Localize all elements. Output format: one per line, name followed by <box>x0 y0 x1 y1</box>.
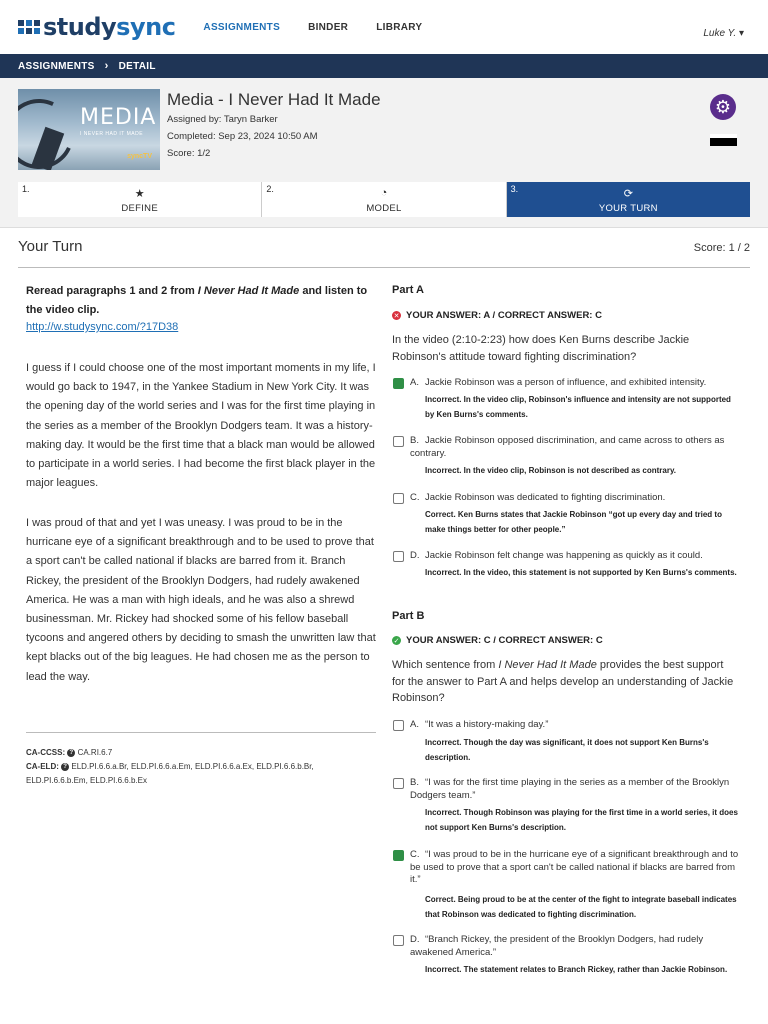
ccss-standards: CA-CCSS: ? CA.RI.6.7 <box>26 748 113 757</box>
nav-assignments[interactable]: ASSIGNMENTS <box>203 21 281 33</box>
option-feedback: Incorrect. Though Robinson was playing for the first time in a world series, it does not support Ken Burns's description. <box>425 808 738 832</box>
wrong-icon: ✕ <box>393 312 400 320</box>
step-label: MODEL <box>366 203 402 214</box>
tab-model[interactable] <box>262 182 506 217</box>
checkbox[interactable] <box>393 551 404 562</box>
step-number: 1. <box>22 184 30 194</box>
assignment-header <box>0 78 768 228</box>
option-feedback: Correct. Ken Burns states that Jackie Robinson “got up every day and tried to make things better for other people.” <box>425 510 722 534</box>
section-title: Your Turn <box>18 238 83 255</box>
page-title: Media - I Never Had It Made <box>167 90 381 109</box>
nav-library[interactable]: LIBRARY <box>376 21 423 33</box>
star-icon: ★ <box>134 188 145 200</box>
redacted-bar <box>710 134 737 146</box>
nav-links <box>203 0 450 54</box>
step-label: YOUR TURN <box>598 203 658 214</box>
part-b-question: Which sentence from I Never Had It Made provides the best support for the answer to Part A and helps develop an understanding of Jackie Robinson? <box>392 659 734 704</box>
checkbox[interactable] <box>393 935 404 946</box>
part-a-answer: ✕ YOUR ANSWER: A / CORRECT ANSWER: C <box>393 310 602 321</box>
thumbnail-title: MEDIA <box>80 105 157 130</box>
gear-icon[interactable]: ⚙ <box>710 94 736 120</box>
help-icon[interactable]: ? <box>67 749 75 757</box>
option-feedback: Incorrect. In the video clip, Robinson is not described as contrary. <box>425 466 677 475</box>
part-b-answer: ✓ YOUR ANSWER: C / CORRECT ANSWER: C <box>393 635 603 646</box>
completed-date: Completed: Sep 23, 2024 10:50 AM <box>167 131 318 142</box>
step-number: 3. <box>510 184 519 194</box>
studysync-logo[interactable] <box>18 0 175 54</box>
checkbox[interactable] <box>393 778 404 789</box>
checkbox[interactable] <box>393 493 404 504</box>
model-icon: ◔ <box>380 187 388 199</box>
eld-standards: CA-ELD: ? ELD.PI.6.6.a.Br, ELD.PI.6.6.a.Em, ELD.PI.6.6.a.Ex, ELD.PI.6.6.b.Br, ELD.PI.6.6.b.Em, ELD.PI.6.6.b.Ex <box>26 762 314 785</box>
tab-define[interactable] <box>18 182 262 217</box>
top-nav <box>0 0 768 54</box>
user-menu[interactable]: Luke Y. ▾ <box>703 28 744 39</box>
assigned-by: Assigned by: Taryn Barker <box>167 114 278 125</box>
option-feedback: Incorrect. The statement relates to Branch Rickey, rather than Jackie Robinson. <box>425 965 728 974</box>
breadcrumb-detail: DETAIL <box>118 60 156 72</box>
thumbnail-brand: syncTV <box>127 153 152 160</box>
media-thumbnail[interactable] <box>18 89 160 170</box>
check-icon: ✓ <box>393 637 400 645</box>
breadcrumb-assignments[interactable]: ASSIGNMENTS <box>18 60 95 72</box>
option-feedback: Incorrect. In the video clip, Robinson's influence and intensity are not supported by Ken Burns's comments. <box>425 395 731 419</box>
divider <box>18 267 750 268</box>
part-b-label: Part B <box>392 610 425 622</box>
checkbox[interactable] <box>393 720 404 731</box>
prompt-text: Reread paragraphs 1 and 2 from I Never Had It Made and listen to the video clip. <box>26 285 368 316</box>
option-feedback: Correct. Being proud to be at the center of the fight to integrate baseball indicates that Robinson was dedicated to fighting discrimination. <box>425 895 737 919</box>
passage-paragraph-1: I guess if I could choose one of the most important moments in my life, I would go back to 1947, in the Yankee Stadium in New York City. It was the opening day of the world series and I was for the first time playing in the series as a member of the Brooklyn Dodgers team. It was a history-making day. It would be the first time that a black man would be allowed to participate in a world series. I had become the first black player in the major leagues. <box>26 362 376 490</box>
step-number: 2. <box>266 184 274 194</box>
section-score: Score: 1 / 2 <box>693 242 750 254</box>
header-score: Score: 1/2 <box>167 148 211 159</box>
checkbox[interactable] <box>393 436 404 447</box>
logo-text: studysync <box>43 13 176 41</box>
passage-paragraph-2: I was proud of that and yet I was uneasy. I was proud to be in the hurricane eye of a significant breakthrough and to be used to prove that a sport can't be called national if blacks are barred from it. Branch Rickey, the president of the Brooklyn Dodgers, had rudely awakened America. He was a man with high ideals, and he was also a shrewd businessman. Mr. Rickey had shocked some of his fellow baseball tycoons and angered others by deciding to smash the unwritten law that kept blacks out of the big leagues. He had chosen me as the person to lead the way. <box>26 517 376 683</box>
option-feedback: Incorrect. Though the day was significant, it does not support Ken Burns's description. <box>425 738 709 762</box>
divider <box>26 732 376 733</box>
help-icon[interactable]: ? <box>61 763 69 771</box>
breadcrumb <box>0 54 768 78</box>
video-link[interactable]: http://w.studysync.com/?17D38 <box>26 321 179 333</box>
option-feedback: Incorrect. In the video, this statement is not supported by Ken Burns's comments. <box>425 568 737 577</box>
nav-binder[interactable]: BINDER <box>308 21 349 33</box>
part-a-label: Part A <box>392 284 424 296</box>
refresh-icon: ⟳ <box>623 188 633 200</box>
checkbox[interactable] <box>393 850 404 861</box>
tab-your-turn[interactable] <box>507 182 750 217</box>
logo-mark-icon <box>18 20 40 34</box>
part-a-question: In the video (2:10-2:23) how does Ken Burns describe Jackie Robinson's attitude toward fighting discrimination? <box>392 334 690 363</box>
step-tabs <box>18 182 750 217</box>
step-label: DEFINE <box>121 203 158 214</box>
thumbnail-subtitle: I NEVER HAD IT MADE <box>80 131 144 137</box>
checkbox[interactable] <box>393 378 404 389</box>
breadcrumb-separator-icon: › <box>104 60 109 72</box>
